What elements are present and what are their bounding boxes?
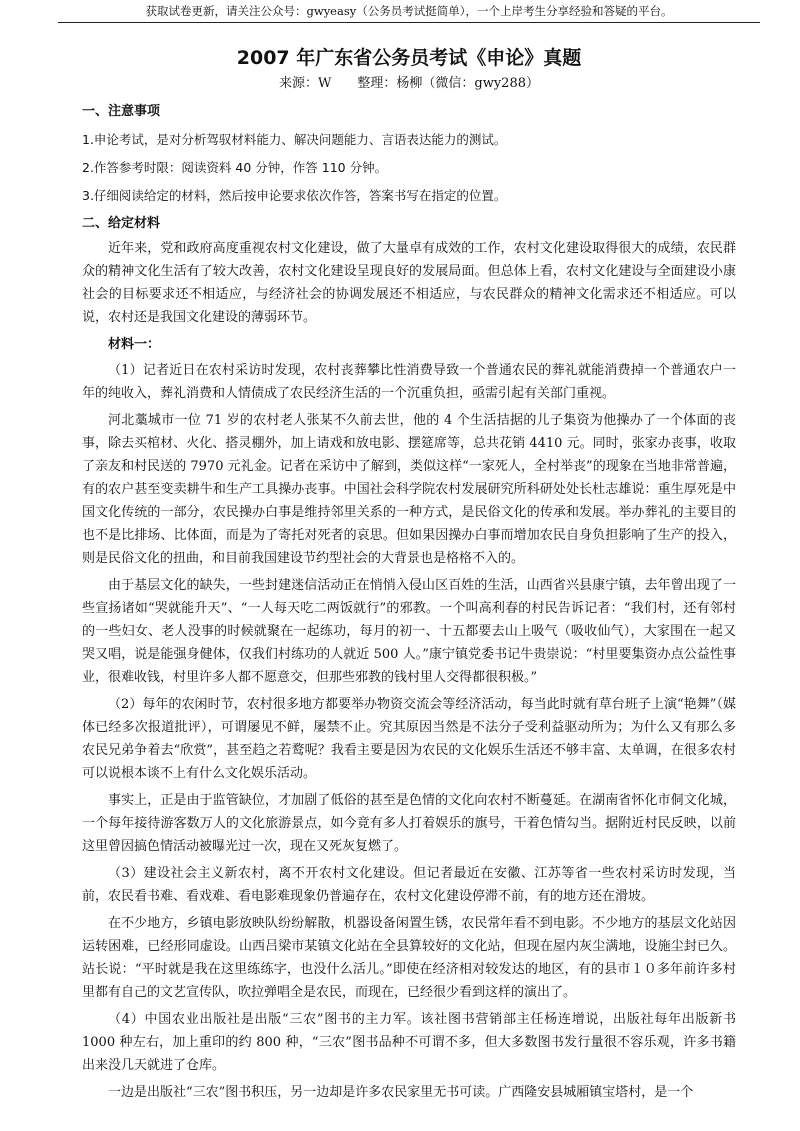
byline: 来源：W 整理：杨柳（微信：gwy288） xyxy=(279,76,539,91)
top-banner: 获取试卷更新，请关注公众号：gwyeasy（公务员考试挺简单），一个上岸考生分享经验和答疑的平台。 xyxy=(58,0,760,23)
material-heading: 材料一： xyxy=(108,337,161,352)
body-paragraph: 一边是出版社“三农”图书积压，另一边却是许多农民家里无书可读。广西隆安县城厢镇宝塔村，是一个 xyxy=(108,1085,694,1100)
body-paragraph: 在不少地方，乡镇电影放映队纷纷解散，机器设备闲置生锈，农民常年看不到电影。不少地方的基层文化站因运转困难，已经形同虚设。山西吕梁市某镇文化站在全县算较好的文化站，但现在屋内灰尘满地，设施尘封已久。站长说：“平时就是我在这里练练字，也没什么活儿。”即使在经济相对较发达的地区，有的县市１０多年前许多村里都有自己的文艺宣传队，吹拉弹唱全是农民，而现在，已经很少看到这样的演出了。 xyxy=(82,916,736,1000)
body-paragraph: 河北藁城市一位 71 岁的农村老人张某不久前去世，他的 4 个生活拮据的儿子集资为他操办了一个体面的丧事，除去买棺材、火化、搭灵棚外，加上请戏和放电影、摆筵席等，总共花销 4410 元。同时，张家办丧事，收取了亲友和村民送的 7970 元礼金。记者在采访中了解到，类似这样“一家死人，全村举丧”的现象在当地非常普遍，有的农户甚至变卖耕牛和生产工具操办丧事。中国社会科学院农村发展研究所科研处处长杜志雄说：重生厚死是中国文化传统的一部分，农民操办白事是维持邻里关系的一种方式，是民俗文化的传承和发展。举办葬礼的主要目的也不是比排场、比体面，而是为了寄托对死者的哀思。但如果因操办白事而增加农民自身负担影响了生产的投入，则是民俗文化的扭曲，和目前我国建设节约型社会的大背景也是格格不入的。 xyxy=(82,413,736,566)
page-title: 2007 年广东省公务员考试《申论》真题 xyxy=(236,47,582,69)
body-paragraph: 事实上，正是由于监管缺位，才加剧了低俗的甚至是色情的文化向农村不断蔓延。在湖南省怀化市侗文化城，一个每年接待游客数万人的文化旅游景点，如今竟有多人打着娱乐的旗号，干着色情勾当。据附近村民反映，以前这里曾因搞色情活动被曝光过一次，现在又死灰复燃了。 xyxy=(82,793,736,854)
notice-item: 2.作答参考时限：阅读资料 40 分钟，作答 110 分钟。 xyxy=(82,160,388,175)
body-paragraph: 由于基层文化的缺失，一些封建迷信活动正在悄悄入侵山区百姓的生活，山西省兴县康宁镇，去年曾出现了一些宣扬诸如“哭就能升天”、“一人每天吃二两饭就行”的邪教。一个叫高利春的村民告诉记者：“我们村，还有邻村的一些妇女、老人没事的时候就聚在一起练功，每月的初一、十五都要去山上吸气（吸收仙气），大家围在一起又哭又唱，说是能强身健体，仅我们村练功的人就近 500 人。”康宁镇党委书记牛贵崇说：“村里要集资办点公益性事业，很难收钱，村里许多人都不愿意交，但那些邪教的钱村里人交得都很积极。” xyxy=(82,578,736,685)
notice-list xyxy=(82,131,736,205)
body-paragraph: （4）中国农业出版社是出版“三农”图书的主力军。该社图书营销部主任杨连增说，出版社每年出版新书 1000 种左右，加上重印的约 800 种，“三农”图书品种不可谓不多，但大多数图书发行量很不容乐观，许多书籍出来没几天就进了仓库。 xyxy=(82,1012,736,1073)
body-paragraph: （2）每年的农闲时节，农村很多地方都要举办物资交流会等经济活动，每当此时就有草台班子上演“艳舞”（媒体已经多次报道批评），可谓屡见不鲜，屡禁不止。究其原因当然是不法分子受利益驱动所为；为什么又有那么多农民兄弟争着去“欣赏”，甚至趋之若鹜呢？我看主要是因为农民的文化娱乐生活还不够丰富、太单调，在很多农村可以说根本谈不上有什么文化娱乐活动。 xyxy=(82,697,736,781)
section-heading-materials: 二、给定材料 xyxy=(82,216,161,231)
intro-paragraph: 近年来，党和政府高度重视农村文化建设，做了大量卓有成效的工作，农村文化建设取得很大的成绩，农民群众的精神文化生活有了较大改善，农村文化建设呈现良好的发展局面。但总体上看，农村文化建设与全面建设小康社会的目标要求还不相适应，与经济社会的协调发展还不相适应，与农民群众的精神文化需求还不相适应。可以说，农村还是我国文化建设的薄弱环节。 xyxy=(82,241,736,325)
body-paragraph: （1）记者近日在农村采访时发现，农村丧葬攀比性消费导致一个普通农民的葬礼就能消费掉一个普通农户一年的纯收入，葬礼消费和人情债成了农民经济生活的一个沉重负担，亟需引起有关部门重视。 xyxy=(82,363,736,401)
body-paragraph: （3）建设社会主义新农村，离不开农村文化建设。但记者最近在安徽、江苏等省一些农村采访时发现，当前，农民看书难、看戏难、看电影难现象仍普遍存在，农村文化建设停滞不前，有的地方还在滑坡。 xyxy=(82,866,736,904)
section-heading-notice: 一、注意事项 xyxy=(82,104,161,119)
notice-item: 3.仔细阅读给定的材料，然后按申论要求依次作答，答案书写在指定的位置。 xyxy=(82,188,507,203)
notice-item: 1.申论考试，是对分析驾驭材料能力、解决问题能力、言语表达能力的测试。 xyxy=(82,132,507,147)
